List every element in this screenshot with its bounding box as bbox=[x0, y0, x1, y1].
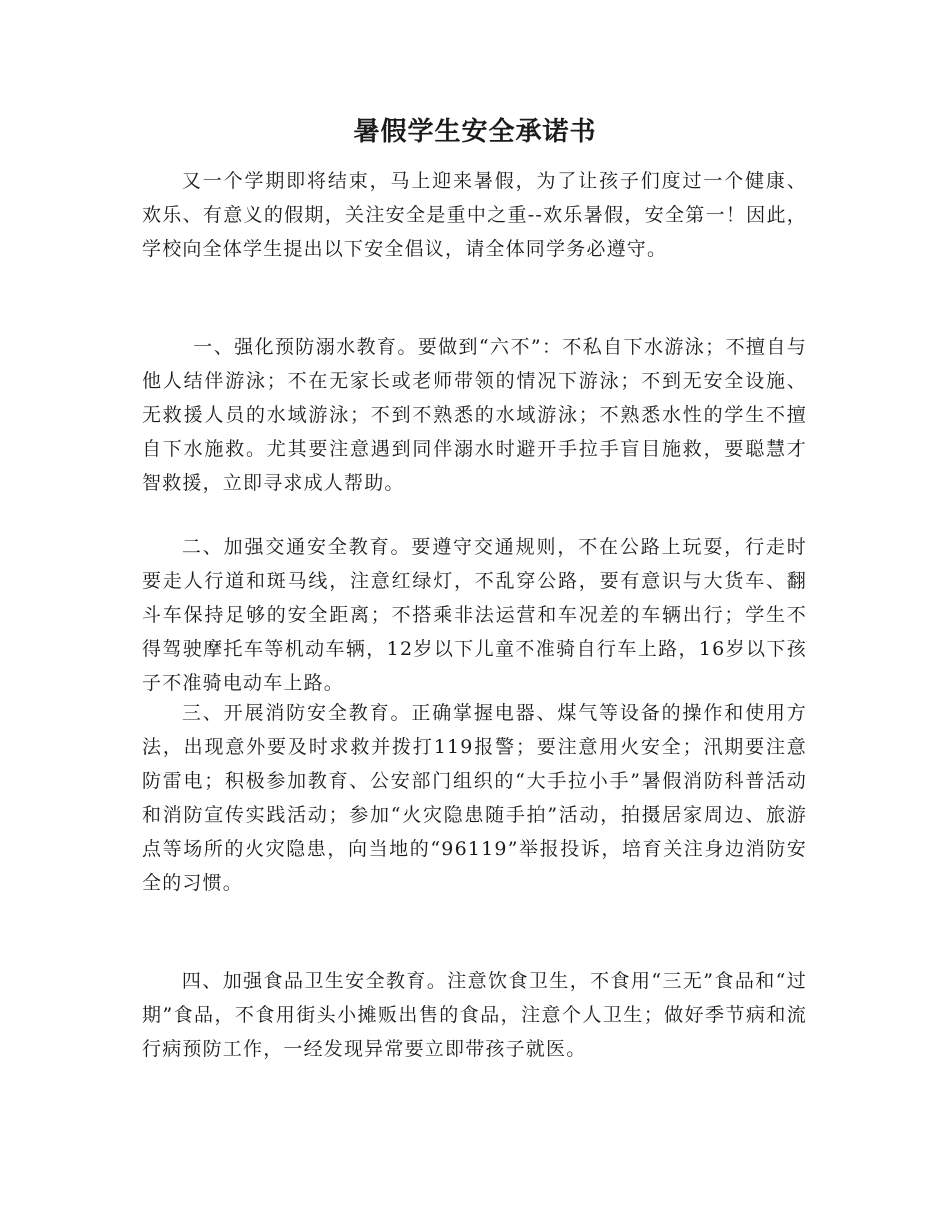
section-fire-safety: 三、开展消防安全教育。正确掌握电器、煤气等设备的操作和使用方法，出现意外要及时求救并拨打119报警；要注意用火安全；汛期要注意防雷电；积极参加教育、公安部门组织的“大手拉小手”暑假消防科普活动和消防宣传实践活动；参加“火灾隐患随手拍”活动，拍摄居家周边、旅游点等场所的火灾隐患，向当地的“96119”举报投诉，培育关注身边消防安全的习惯。 bbox=[142, 702, 807, 894]
section-traffic-safety: 二、加强交通安全教育。要遵守交通规则，不在公路上玩耍，行走时要走人行道和斑马线，注意红绿灯，不乱穿公路，要有意识与大货车、翻斗车保持足够的安全距离；不搭乘非法运营和车况差的车辆出行；学生不得驾驶摩托车等机动车辆，12岁以下儿童不准骑自行车上路，16岁以下孩子不准骑电动车上路。 bbox=[142, 536, 807, 694]
document-title: 暑假学生安全承诺书 bbox=[353, 117, 597, 147]
section-drowning-prevention: 一、强化预防溺水教育。要做到“六不”：不私自下水游泳；不擅自与他人结伴游泳；不在无家长或老师带领的情况下游泳；不到无安全设施、无救援人员的水域游泳；不到不熟悉的水域游泳；不熟悉水性的学生不擅自下水施救。尤其要注意遇到同伴溺水时避开手拉手盲目施救，要聪慧才智救援，立即寻求成人帮助。 bbox=[142, 336, 807, 494]
intro-paragraph: 又一个学期即将结束，马上迎来暑假，为了让孩子们度过一个健康、欢乐、有意义的假期，关注安全是重中之重--欢乐暑假，安全第一！因此，学校向全体学生提出以下安全倡议，请全体同学务必遵守。 bbox=[142, 170, 807, 260]
section-food-safety: 四、加强食品卫生安全教育。注意饮食卫生，不食用“三无”食品和“过期”食品，不食用街头小摊贩出售的食品，注意个人卫生；做好季节病和流行病预防工作，一经发现异常要立即带孩子就医。 bbox=[142, 970, 807, 1060]
